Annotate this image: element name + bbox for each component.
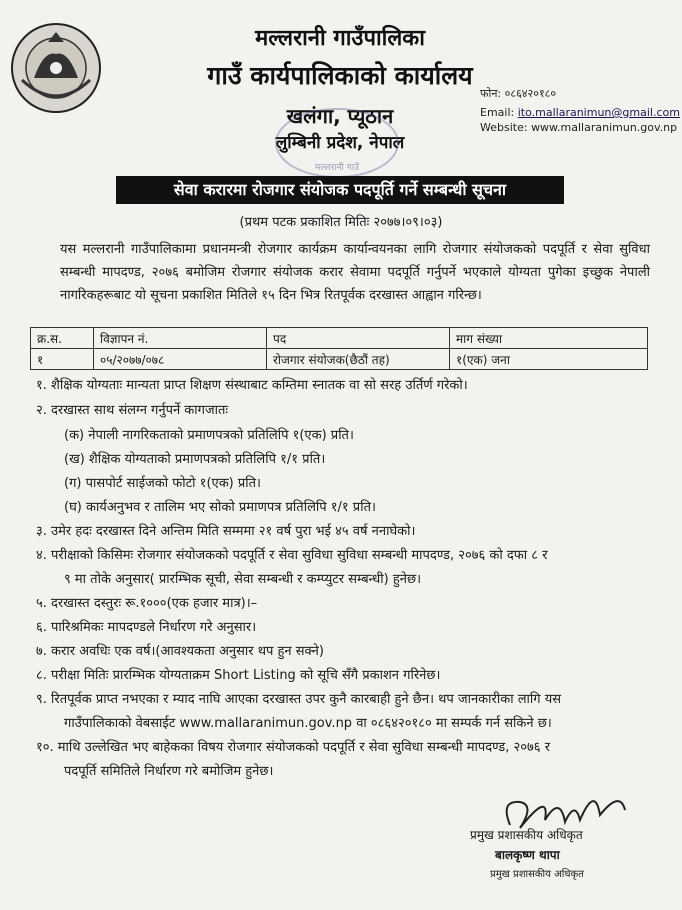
website-label: Website:	[480, 121, 532, 134]
publication-date: (प्रथम पटक प्रकाशित मितिः २०७७।०९।०३)	[239, 215, 443, 230]
list-item: ६. पारिश्रमिकः मापदण्डले निर्धारण गरे अनुसार।	[36, 620, 257, 635]
notice-title: सेवा करारमा रोजगार संयोजक पदपूर्ति गर्ने सम्बन्धी सूचना	[116, 176, 564, 204]
notice-intro: यस मल्लरानी गाउँपालिकामा प्रधानमन्त्री रोजगार कार्यक्रम कार्यान्वयनका लागि रोजगार संयोजकको पदपूर्ति र सेवा सुविधा सम्बन्धी मापदण्ड, २०७६ बमोजिम रोजगार संयोजक करार सेवामा पदपूर्ति गर्नुपर्ने भएकाले योग्यता पुगेका इच्छुक नेपाली नागरिकहरूबाट यो सूचना प्रकाशित मितिले १५ दिन भित्र रितपूर्वक दरखास्त आह्वान गरिन्छ।	[60, 242, 650, 303]
list-item: (क) नेपाली नागरिकताको प्रमाणपत्रको प्रतिलिपि १(एक) प्रति।	[64, 428, 354, 443]
list-item: ९. रितपूर्वक प्राप्त नभएका र म्याद नाघि आएका दरखास्त उपर कुनै कारबाही हुने छैन। थप जानकारीका लागि यस	[36, 692, 562, 707]
office-seal	[275, 108, 399, 178]
list-item: १. शैक्षिक योग्यताः मान्यता प्राप्त शिक्षण संस्थाबाट कम्तिमा स्नातक वा सो सरह उर्तिर्ण गरेको।	[36, 378, 468, 393]
contact-email-row	[480, 106, 680, 119]
list-item: १०. माथि उल्लेखित भए बाहेकका विषय रोजगार संयोजकको पदपूर्ति र सेवा सुविधा सम्बन्धी मापदण्ड, २०७६ र	[36, 740, 551, 755]
office-province: लुम्बिनी प्रदेश, नेपाल	[275, 133, 405, 153]
office-name: गाउँ कार्यपालिकाको कार्यालय	[207, 61, 473, 90]
vacancy-table	[30, 327, 648, 370]
table-header-row	[31, 328, 648, 349]
seal-text: मल्लरानी गाउँ	[314, 163, 360, 173]
website-link[interactable]: www.mallaranimun.gov.np	[531, 121, 678, 134]
email-label: Email:	[480, 106, 518, 119]
contact-phone: फोन: ०८६४२०१८०	[480, 87, 557, 100]
list-item: (ख) शैक्षिक योग्यताको प्रमाणपत्रको प्रतिलिपि १/१ प्रति।	[64, 452, 326, 467]
list-item: (घ) कार्यअनुभव र तालिम भए सोको प्रमाणपत्र प्रतिलिपि १/१ प्रति।	[64, 500, 376, 515]
table-header: माग संख्या	[450, 328, 648, 349]
contact-website-row	[480, 121, 677, 134]
signatory-name: बालकृष्ण थापा	[495, 848, 560, 862]
government-emblem-icon	[8, 20, 104, 116]
list-item: ४. परीक्षाको किसिमः रोजगार संयोजकको पदपूर्ति र सेवा सुविधा सुविधा सम्बन्धी मापदण्ड, २०७६ को दफा ८ र	[36, 548, 548, 563]
list-item: ७. करार अवधिः एक वर्ष।(आवश्यकता अनुसार थप हुन सक्ने)	[36, 644, 324, 659]
table-header: क्र.स.	[31, 328, 94, 349]
list-item: २. दरखास्त साथ संलग्न गर्नुपर्ने कागजातः	[36, 403, 229, 418]
table-row	[31, 349, 648, 370]
table-cell: १	[31, 349, 94, 370]
list-item: ८. परीक्षा मितिः प्रारम्भिक योग्यताक्रम Short Listing को सूचि सँगै प्रकाशन गरिनेछ।	[36, 668, 441, 683]
list-item: ३. उमेर हदः दरखास्त दिने अन्तिम मिति सम्ममा २१ वर्ष पुरा भई ४५ वर्ष ननाघेको।	[36, 524, 416, 539]
list-item: (ग) पासपोर्ट साईजको फोटो १(एक) प्रति।	[64, 476, 261, 491]
municipality-name: मल्लरानी गाउँपालिका	[255, 26, 425, 51]
table-cell: ०५/२०७७/०७८	[94, 349, 267, 370]
table-header: विज्ञापन नं.	[94, 328, 267, 349]
list-item: ९ मा तोके अनुसार( प्रारम्भिक सूची, सेवा सम्बन्धी र कम्प्युटर सम्बन्धी) हुनेछ।	[64, 572, 422, 587]
list-item: गाउँपालिकाको वेबसाईट www.mallaranimun.gov.np वा ०८६४२०१८० मा सम्पर्क गर्न सकिने छ।	[64, 716, 552, 731]
office-location: खलंगा, प्यूठान	[286, 104, 394, 128]
list-item: पदपूर्ति समितिले निर्धारण गरे बमोजिम हुनेछ।	[64, 764, 274, 779]
table-header: पद	[267, 328, 450, 349]
list-item: ५. दरखास्त दस्तुरः रू.१०००(एक हजार मात्र)।–	[36, 596, 258, 611]
table-cell: रोजगार संयोजक(छैठौं तह)	[267, 349, 450, 370]
email-link[interactable]: ito.mallaranimun@gmail.com	[517, 106, 680, 119]
signatory-stamp-role: प्रमुख प्रशासकीय अधिकृत	[490, 869, 584, 880]
signatory-role: प्रमुख प्रशासकीय अधिकृत	[470, 828, 583, 842]
table-cell: १(एक) जना	[450, 349, 648, 370]
